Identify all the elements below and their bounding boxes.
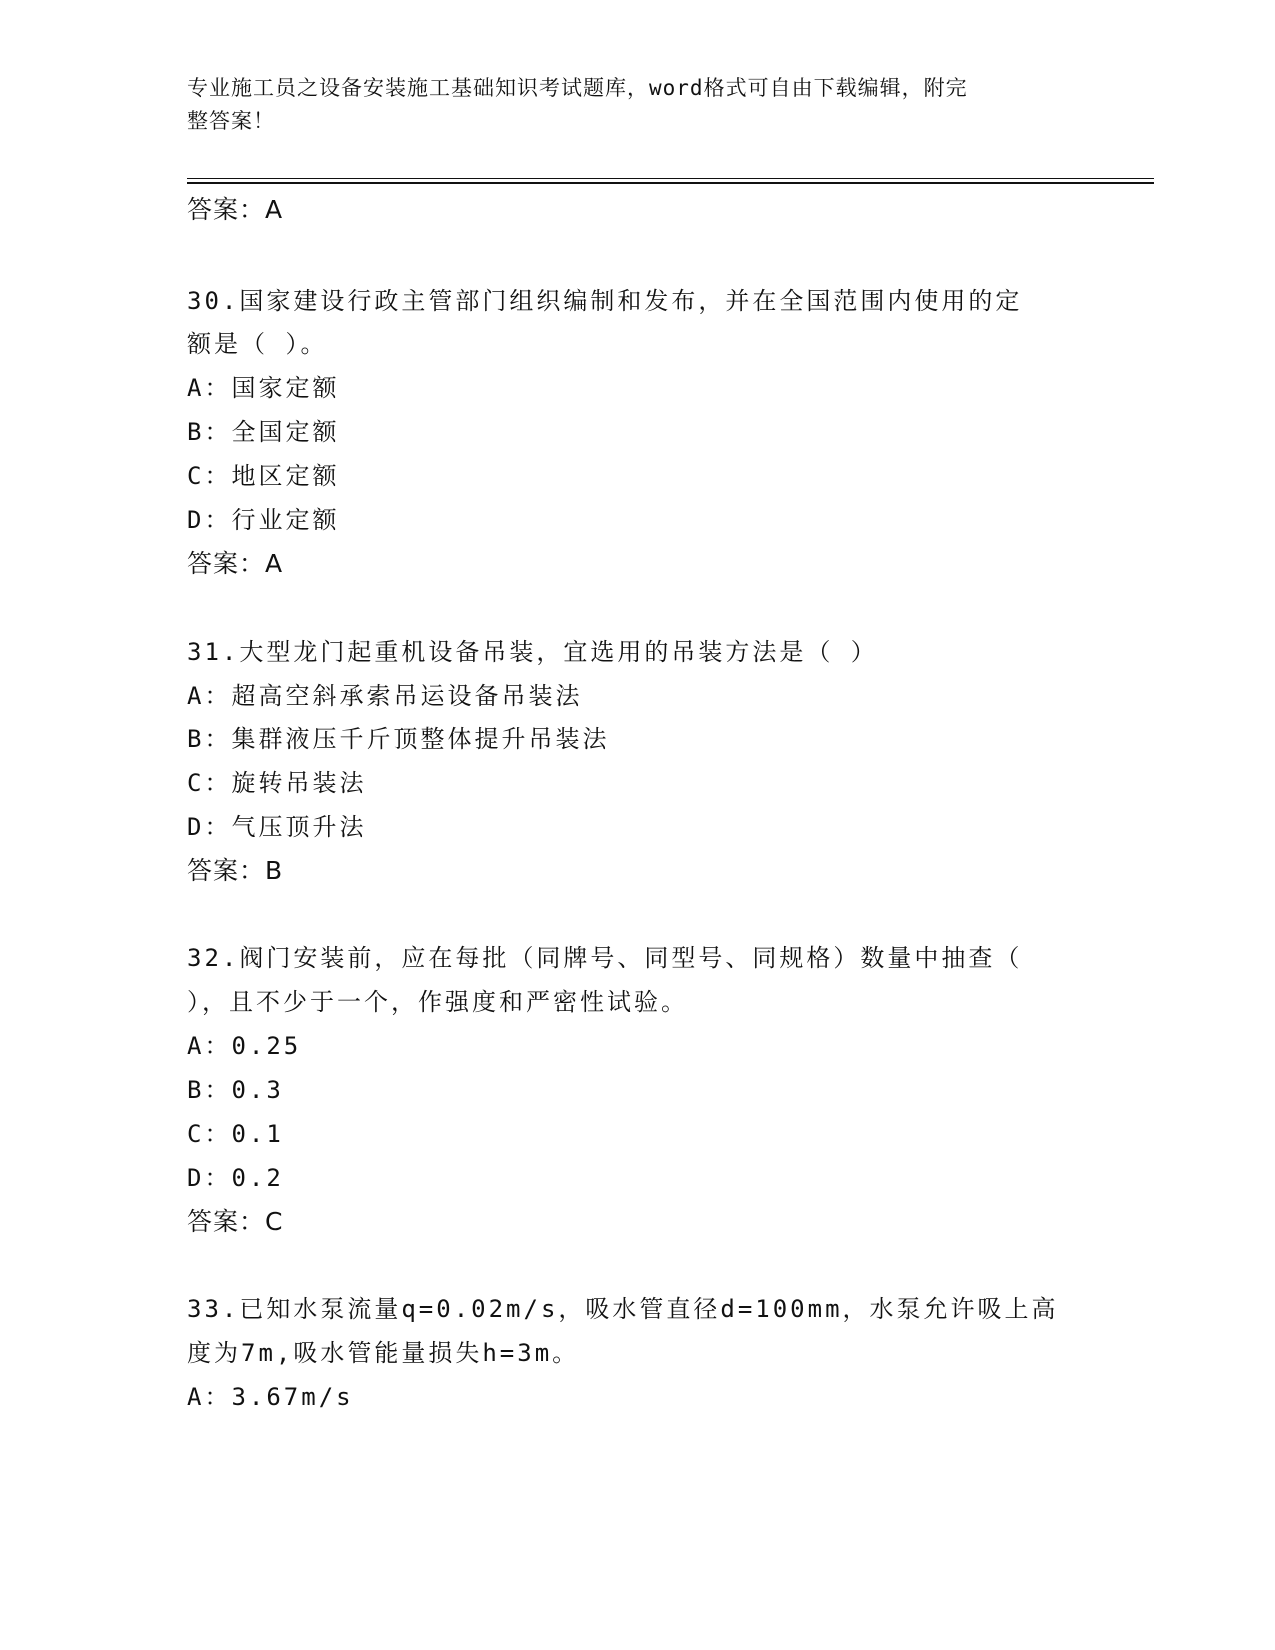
question-32-answer: 答案：C [187, 1207, 284, 1236]
question-33-option-a: A：3.67m/s [187, 1383, 354, 1411]
question-32-option-a: A：0.25 [187, 1032, 302, 1060]
question-31-option-a: A：超高空斜承索吊运设备吊装法 [187, 682, 583, 710]
question-30-stem-1: 30.国家建设行政主管部门组织编制和发布，并在全国范围内使用的定 [187, 287, 1023, 315]
question-33-stem-2: 度为7m,吸水管能量损失h=3m。 [187, 1339, 580, 1367]
question-30-option-c: C：地区定额 [187, 462, 340, 490]
question-32-option-b: B：0.3 [187, 1076, 284, 1104]
question-30-stem-2: 额是（ ）。 [187, 330, 328, 358]
question-32-option-c: C：0.1 [187, 1120, 284, 1148]
question-30-option-d: D：行业定额 [187, 506, 340, 534]
question-32-stem-2: ），且不少于一个，作强度和严密性试验。 [187, 988, 688, 1016]
question-31-answer: 答案：B [187, 856, 284, 885]
question-31-option-d: D：气压顶升法 [187, 813, 367, 841]
question-32-option-d: D：0.2 [187, 1164, 284, 1192]
question-30-option-b: B：全国定额 [187, 418, 340, 446]
document-header [187, 72, 1067, 138]
question-32-stem-1: 32.阀门安装前，应在每批（同牌号、同型号、同规格）数量中抽查（ [187, 944, 1023, 972]
question-31-option-b: B：集群液压千斤顶整体提升吊装法 [187, 725, 610, 753]
header-rule-thick [187, 182, 1154, 184]
question-30-answer: 答案：A [187, 549, 284, 578]
header-line-1: 专业施工员之设备安装施工基础知识考试题库，word格式可自由下载编辑，附完 [187, 76, 968, 100]
answer-line: 答案：A [187, 195, 284, 224]
question-31-stem-1: 31.大型龙门起重机设备吊装，宜选用的吊装方法是（ ） [187, 638, 878, 666]
header-rule-thin [187, 178, 1154, 179]
header-line-2: 整答案！ [187, 109, 275, 133]
question-31-option-c: C：旋转吊装法 [187, 769, 367, 797]
question-30-option-a: A：国家定额 [187, 374, 340, 402]
question-33-stem-1: 33.已知水泵流量q=0.02m/s，吸水管直径d=100mm，水泵允许吸上高 [187, 1295, 1059, 1323]
